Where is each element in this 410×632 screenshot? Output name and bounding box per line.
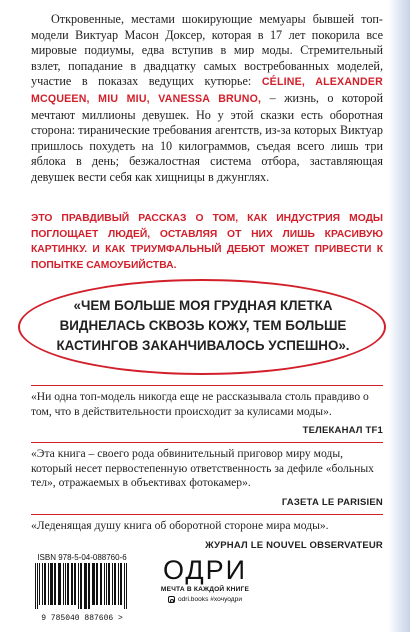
red-summary: ЭТО ПРАВДИВЫЙ РАССКАЗ О ТОМ, КАК ИНДУСТРИЯ МОДЫ ПОГЛОЩАЕТ ЛЮДЕЙ, ОСТАВЛЯЯ ОТ НИХ ЛИШЬ КРАСИВУЮ КАРТИНКУ. И КАК ТРИУМФАЛЬНЫЙ ДЕБЮТ МОЖЕТ ПРИВЕСТИ К ПОПЫТКЕ САМОУБИЙСТВА. bbox=[31, 213, 383, 271]
spine-edge bbox=[388, 0, 410, 632]
divider bbox=[31, 385, 383, 386]
barcode-bar bbox=[120, 563, 122, 605]
review-source: ГАЗЕТА LE PARISIEN bbox=[281, 496, 383, 508]
publisher-tagline: МЕЧТА В КАЖДОЙ КНИГЕ bbox=[160, 586, 250, 593]
review-source: ТЕЛЕКАНАЛ TF1 bbox=[302, 425, 383, 437]
barcode-bar bbox=[84, 563, 87, 609]
barcode-bar bbox=[126, 563, 127, 609]
intro-text-part2: – жизнь, о которой мечтают миллионы девушек. Но у этой сказки есть оборотная сторона: тиранические требования агентств, из-за которых Виктуар пришлось похудеть на 10 килограммов, съедая всего лишь три яблока в день; безжалостная система отбора, заставляющая девушек вести себя как хищницы в джунглях. bbox=[31, 90, 384, 184]
barcode-bar bbox=[118, 563, 119, 605]
barcode-bars bbox=[31, 563, 133, 609]
barcode-bar bbox=[67, 563, 69, 605]
barcode-bar bbox=[92, 563, 95, 605]
barcode-bar bbox=[54, 563, 56, 605]
barcode bbox=[31, 553, 133, 621]
barcode-bar bbox=[48, 563, 49, 605]
brands-list: CÉLINE, ALEXANDER MCQUEEN, MIU MIU, VANESSA BRUNO, bbox=[31, 76, 383, 105]
oval-quote: «ЧЕМ БОЛЬШЕ МОЯ ГРУДНАЯ КЛЕТКА ВИДНЕЛАСЬ СКВОЗЬ КОЖУ, ТЕМ БОЛЬШЕ КАСТИНГОВ ЗАКАНЧИВАЛОСЬ УСПЕШНО». bbox=[56, 298, 350, 353]
instagram-icon bbox=[168, 596, 175, 603]
review-source: ЖУРНАЛ LE NOUVEL OBSERVATEUR bbox=[205, 539, 383, 551]
barcode-bar bbox=[65, 563, 66, 605]
reviews bbox=[31, 385, 383, 551]
barcode-bar bbox=[106, 563, 107, 605]
barcode-bar bbox=[39, 563, 40, 605]
intro-text-part1: Откровенные, местами шокирующие мемуары бывшей топ-модели Виктуар Масон Доксер, которая в 17 лет покорила все мировые подиумы, едва вступив в мир моды. Стремительный взлет, попадание в двадцатку самых востребованных моделей, участие в показах ведущих кутюрье: bbox=[31, 12, 383, 89]
barcode-bar bbox=[96, 563, 98, 605]
barcode-bar bbox=[35, 563, 36, 609]
social-handle: odri.books #хочуодри bbox=[177, 596, 243, 603]
publisher-logo: ОДРИ bbox=[162, 555, 248, 585]
review-quote: «Леденящая душу книга об оборотной стороне мира моды». bbox=[31, 518, 329, 532]
barcode-bar bbox=[58, 563, 61, 605]
review-quote: «Ни одна топ-модель никогда еще не рассказывала столь правдиво о том, что в действительности происходит за кулисами моды». bbox=[31, 390, 369, 418]
divider bbox=[31, 514, 383, 515]
divider bbox=[31, 442, 383, 443]
isbn-label: ISBN 978-5-04-088760-6 bbox=[37, 553, 127, 562]
barcode-bar bbox=[124, 563, 125, 609]
barcode-bar bbox=[50, 563, 53, 605]
barcode-bar bbox=[44, 563, 46, 605]
barcode-bar bbox=[80, 563, 82, 609]
barcode-bar bbox=[104, 563, 105, 605]
publisher-block bbox=[145, 556, 265, 603]
publisher-social bbox=[145, 596, 265, 603]
barcode-bar bbox=[42, 563, 43, 605]
intro-paragraph bbox=[31, 12, 383, 186]
barcode-digits: 9 785040 887606 > bbox=[41, 614, 123, 623]
review-quote: «Эта книга – своего рода обвинительный приговор миру моды, который несет первостепенную ответственность за дефиле «больных тел», отражаемых в объективах фотокамер». bbox=[31, 447, 374, 490]
barcode-bar bbox=[108, 563, 110, 605]
barcode-bar bbox=[74, 563, 76, 605]
barcode-bar bbox=[37, 563, 38, 609]
barcode-bar bbox=[71, 563, 73, 605]
barcode-bar bbox=[63, 563, 64, 605]
barcode-bar bbox=[88, 563, 90, 609]
barcode-bar bbox=[112, 563, 113, 605]
barcode-bar bbox=[100, 563, 102, 605]
barcode-bar bbox=[114, 563, 116, 605]
barcode-bar bbox=[78, 563, 79, 609]
